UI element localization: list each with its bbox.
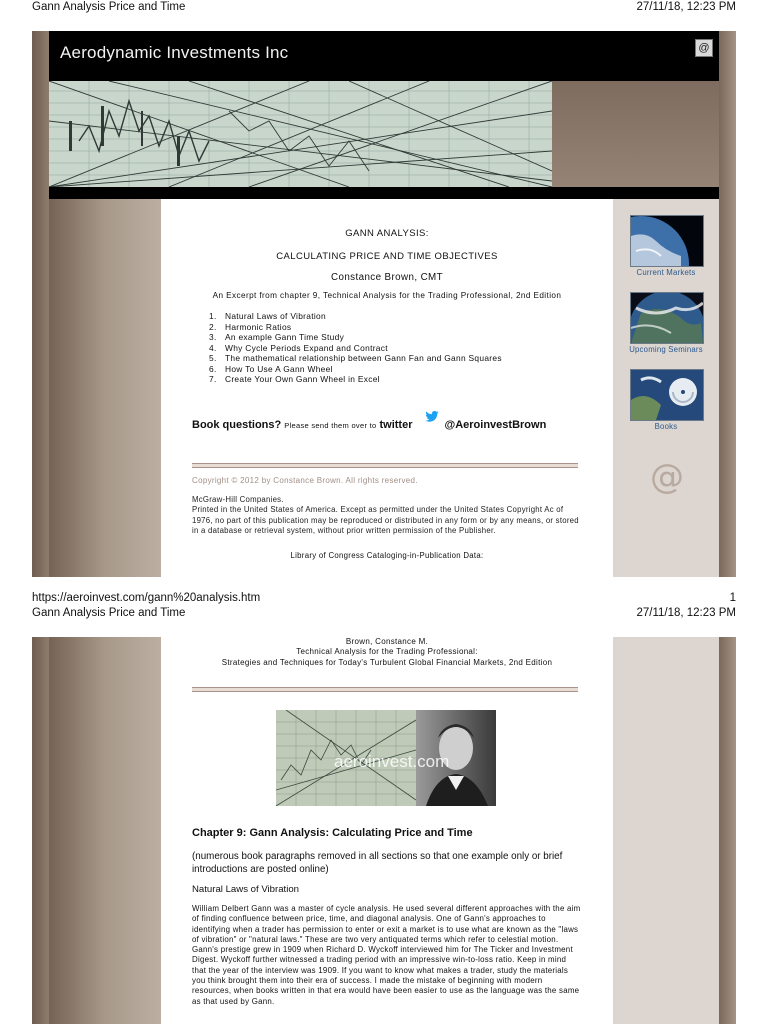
toc-number: 6.	[209, 363, 217, 374]
toc-item[interactable]	[209, 332, 502, 343]
banner	[49, 81, 719, 187]
book-questions-label: Book questions?	[192, 419, 282, 431]
toc-item[interactable]	[209, 311, 502, 322]
print-header	[0, 1, 768, 19]
removed-paragraphs-note: (numerous book paragraphs removed in all sections so that one example only or brief introductions are posted online)	[192, 851, 563, 875]
cite-title: Technical Analysis for the Trading Professional:	[296, 647, 478, 656]
toc-label: The mathematical relationship between Gann Fan and Gann Squares	[225, 353, 502, 363]
sidebar-item-current-markets[interactable]: Current Markets	[636, 268, 696, 277]
print-header-page-2	[0, 607, 768, 625]
copyright-text: Copyright © 2012 by Constance Brown. All rights reserved.	[192, 476, 418, 485]
divider	[192, 463, 578, 468]
frame-edge-left	[32, 31, 49, 577]
article-content-continued	[161, 637, 613, 1024]
cite-author: Brown, Constance M.	[345, 637, 429, 646]
toc-label: Natural Laws of Vibration	[225, 311, 326, 321]
earth-image[interactable]	[630, 292, 704, 344]
article-heading-2: CALCULATING PRICE AND TIME OBJECTIVES	[276, 251, 498, 262]
section-title: Natural Laws of Vibration	[192, 884, 300, 895]
toc-number: 2.	[209, 321, 217, 332]
article-content	[161, 199, 613, 577]
toc-item[interactable]	[209, 353, 502, 364]
publisher: McGraw-Hill Companies.	[192, 495, 284, 504]
left-strip	[49, 199, 161, 577]
nav-bar	[49, 187, 719, 199]
article-heading-1: GANN ANALYSIS:	[345, 228, 429, 239]
chapter-title: Chapter 9: Gann Analysis: Calculating Price and Time	[192, 827, 473, 839]
twitter-handle-link[interactable]: @AeroinvestBrown	[444, 419, 547, 431]
watermark-text: aeroinvest.com	[334, 752, 450, 771]
toc-number: 7.	[209, 374, 217, 384]
sidebar-item-upcoming-seminars[interactable]: Upcoming Seminars	[629, 345, 703, 354]
toc-item[interactable]	[209, 374, 502, 385]
article-excerpt: An Excerpt from chapter 9, Technical Analysis for the Trading Professional, 2nd Edition	[212, 291, 562, 300]
toc-number: 3.	[209, 332, 217, 342]
twitter-word: twitter	[379, 419, 413, 431]
toc-label: Harmonic Ratios	[225, 321, 292, 332]
at-symbol-icon[interactable]: @	[650, 457, 684, 497]
print-header-title: Gann Analysis Price and Time	[32, 607, 186, 619]
toc-label: An example Gann Time Study	[225, 332, 345, 342]
toc-label: Create Your Own Gann Wheel in Excel	[225, 374, 380, 384]
left-strip	[49, 637, 161, 1024]
twitter-bird-icon[interactable]	[425, 411, 439, 422]
gann-chart-banner-image	[49, 81, 552, 187]
toc-item[interactable]	[209, 322, 502, 333]
right-sidebar	[613, 637, 719, 1024]
toc-number: 1.	[209, 311, 217, 321]
toc-item[interactable]	[209, 364, 502, 375]
print-header-date: 27/11/18, 12:23 PM	[636, 607, 736, 619]
sidebar-item-books[interactable]: Books	[654, 422, 678, 431]
page-two-frame	[32, 637, 736, 1024]
toc-item[interactable]	[209, 343, 502, 354]
legal-block	[192, 495, 582, 536]
legal-text: Printed in the United States of America. Except as permitted under the United States Copyright Ac of 1976, no part of this publication may be reproduced or distributed in any form or by any means, or stored in a database or retrieval system, without prior written permission of the Publisher.	[192, 505, 579, 535]
page-one-frame	[32, 31, 736, 577]
frame-edge-left	[32, 637, 49, 1024]
library-of-congress: Library of Congress Cataloging-in-Publication Data:	[290, 551, 484, 560]
site-title[interactable]: Aerodynamic Investments Inc	[60, 43, 289, 62]
frame-edge-right	[719, 31, 736, 577]
gann-portrait-image	[276, 710, 496, 806]
print-header-title: Gann Analysis Price and Time	[32, 1, 186, 13]
send-text: Please send them over to	[284, 421, 377, 430]
toc-label: How To Use A Gann Wheel	[225, 363, 333, 374]
email-icon[interactable]: @	[695, 39, 713, 57]
table-of-contents	[209, 311, 502, 385]
banner-brown-band	[552, 81, 719, 187]
frame-edge-right	[719, 637, 736, 1024]
book-questions	[192, 419, 546, 431]
toc-number: 5.	[209, 353, 217, 363]
divider	[192, 687, 578, 692]
section-paragraph: William Delbert Gann was a master of cycle analysis. He used several different approaches with the aim of finding confluence between price, time, and diagonal analysis. One of Gann's approaches to identifying when a trader has permission to enter or exit a market is to use what are known as the "laws of vibration" or "natural laws." These are two very antiquated terms which refer to celestial motion. Gann's prestige grew in 1909 when Richard D. Wyckoff interviewed him for The Ticker and Investment Digest. Wyckoff further witnessed a trading period with an impressive win-to-loss ratio. Keep in mind that the year of the interview was 1909. If you want to know what makes a trader, study the materials you think brought them into their era of success. I made the mistake of beginning with modern resources, when books written in that era would have been easier to use as the language was the same as that used by Gann.	[192, 904, 581, 1006]
site-header	[49, 31, 719, 81]
page-number: 1	[729, 592, 736, 604]
toc-label: Why Cycle Periods Expand and Contract	[225, 342, 388, 353]
cite-subtitle: Strategies and Techniques for Today's Turbulent Global Financial Markets, 2nd Edition	[221, 658, 553, 667]
page-url: https://aeroinvest.com/gann%20analysis.htm	[32, 592, 261, 604]
print-header-date: 27/11/18, 12:23 PM	[636, 1, 736, 13]
hurricane-image[interactable]	[630, 369, 704, 421]
earth-globe-image[interactable]	[630, 215, 704, 267]
right-sidebar	[613, 199, 719, 577]
toc-number: 4.	[209, 342, 217, 353]
article-author: Constance Brown, CMT	[331, 272, 443, 283]
